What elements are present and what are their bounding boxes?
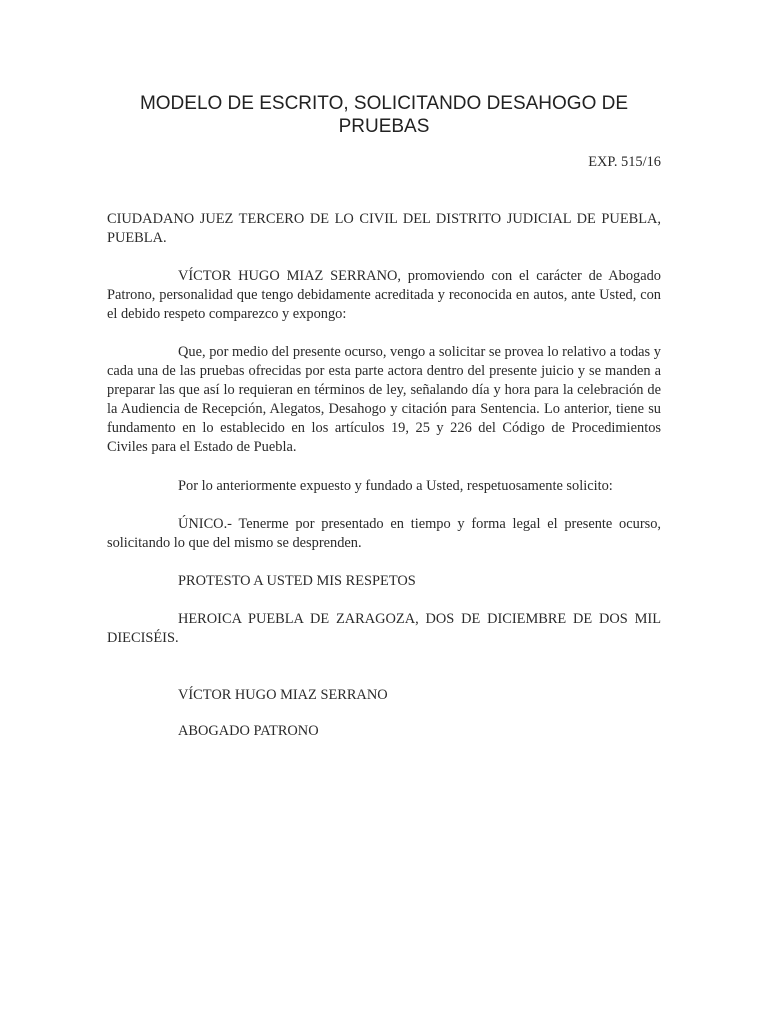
expediente-number: EXP. 515/16	[588, 154, 661, 170]
paragraph-introduction: VÍCTOR HUGO MIAZ SERRANO, promoviendo con el carácter de Abogado Patrono, personalidad que tengo debidamente acreditada y reconocida en autos, ante Usted, con el debido respeto comparezco y expongo:	[107, 268, 661, 322]
paragraph-place-date: HEROICA PUEBLA DE ZARAGOZA, DOS DE DICIEMBRE DE DOS MIL DIECISÉIS.	[107, 611, 661, 646]
paragraph-request: Que, por medio del presente ocurso, vengo a solicitar se provea lo relativo a todas y cada una de las pruebas ofrecidas por esta parte actora dentro del presente juicio y se manden a preparar las que así lo requieran en términos de ley, señalando día y hora para la celebración de la Audiencia de Recepción, Alegatos, Desahogo y citación para Sentencia. Lo anterior, tiene su fundamento en lo establecido en los artículos 19, 25 y 226 del Código de Procedimientos Civiles para el Estado de Puebla.	[107, 344, 661, 455]
addressee: CIUDADANO JUEZ TERCERO DE LO CIVIL DEL DISTRITO JUDICIAL DE PUEBLA, PUEBLA.	[107, 211, 661, 246]
signature-name: VÍCTOR HUGO MIAZ SERRANO	[178, 687, 388, 703]
paragraph-petition-intro: Por lo anteriormente expuesto y fundado a Usted, respetuosamente solicito:	[178, 478, 613, 494]
signature-role: ABOGADO PATRONO	[178, 723, 319, 739]
paragraph-protesto: PROTESTO A USTED MIS RESPETOS	[178, 573, 416, 589]
document-title: MODELO DE ESCRITO, SOLICITANDO DESAHOGO DE PRUEBAS	[139, 93, 629, 137]
paragraph-unico: ÚNICO.- Tenerme por presentado en tiempo y forma legal el presente ocurso, solicitando lo que del mismo se desprenden.	[107, 516, 661, 551]
